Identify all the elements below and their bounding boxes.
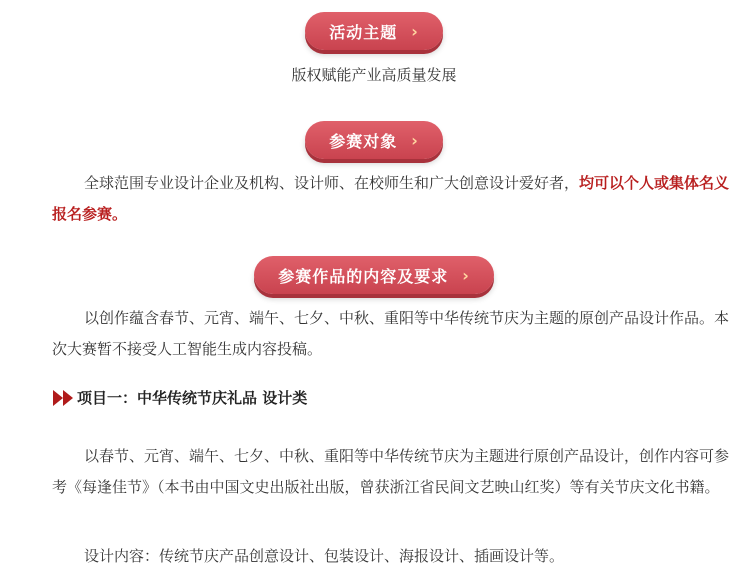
section-header-participants-wrap <box>0 121 748 159</box>
requirements-paragraph <box>52 303 736 365</box>
section-header-requirements-wrap <box>0 256 748 294</box>
participants-text: 全球范围专业设计企业及机构、设计师、在校师生和广大创意设计爱好者， <box>84 174 580 192</box>
design-content-text: 设计内容：传统节庆产品创意设计、包装设计、海报设计、插画设计等。 <box>84 547 565 565</box>
double-triangle-right-icon <box>53 390 63 406</box>
project-one-title: 项目一：中华传统节庆礼品 设计类 <box>77 389 308 407</box>
project-one-design-content <box>52 541 736 572</box>
project-one-heading <box>53 387 307 408</box>
chevron-right-icon: › <box>411 130 419 150</box>
requirements-button[interactable] <box>254 256 494 294</box>
theme-button[interactable] <box>305 12 443 50</box>
project-one-description-text: 以春节、元宵、端午、七夕、中秋、重阳等中华传统节庆为主题进行原创产品设计，创作内容可参考《每逢佳节》（本书由中国文史出版社出版，曾获浙江省民间文艺映山红奖）等有关节庆文化书籍。 <box>52 447 730 496</box>
triangle-right-icon <box>63 390 73 406</box>
participants-emphasis: 均可以个人或集体名义报名参赛。 <box>52 174 730 223</box>
participants-paragraph <box>52 168 736 230</box>
chevron-right-icon: › <box>462 265 470 285</box>
participants-button[interactable] <box>305 121 443 159</box>
theme-text: 版权赋能产业高质量发展 <box>291 66 457 84</box>
section-header-theme-wrap <box>0 12 748 50</box>
requirements-button-label: 参赛作品的内容及要求 <box>278 266 449 286</box>
chevron-right-icon: › <box>411 21 419 41</box>
theme-button-label: 活动主题 <box>329 22 398 42</box>
project-one-description <box>52 441 736 503</box>
requirements-text: 以创作蕴含春节、元宵、端午、七夕、中秋、重阳等中华传统节庆为主题的原创产品设计作品。本次大赛暂不接受人工智能生成内容投稿。 <box>52 309 730 358</box>
participants-button-label: 参赛对象 <box>329 131 398 151</box>
